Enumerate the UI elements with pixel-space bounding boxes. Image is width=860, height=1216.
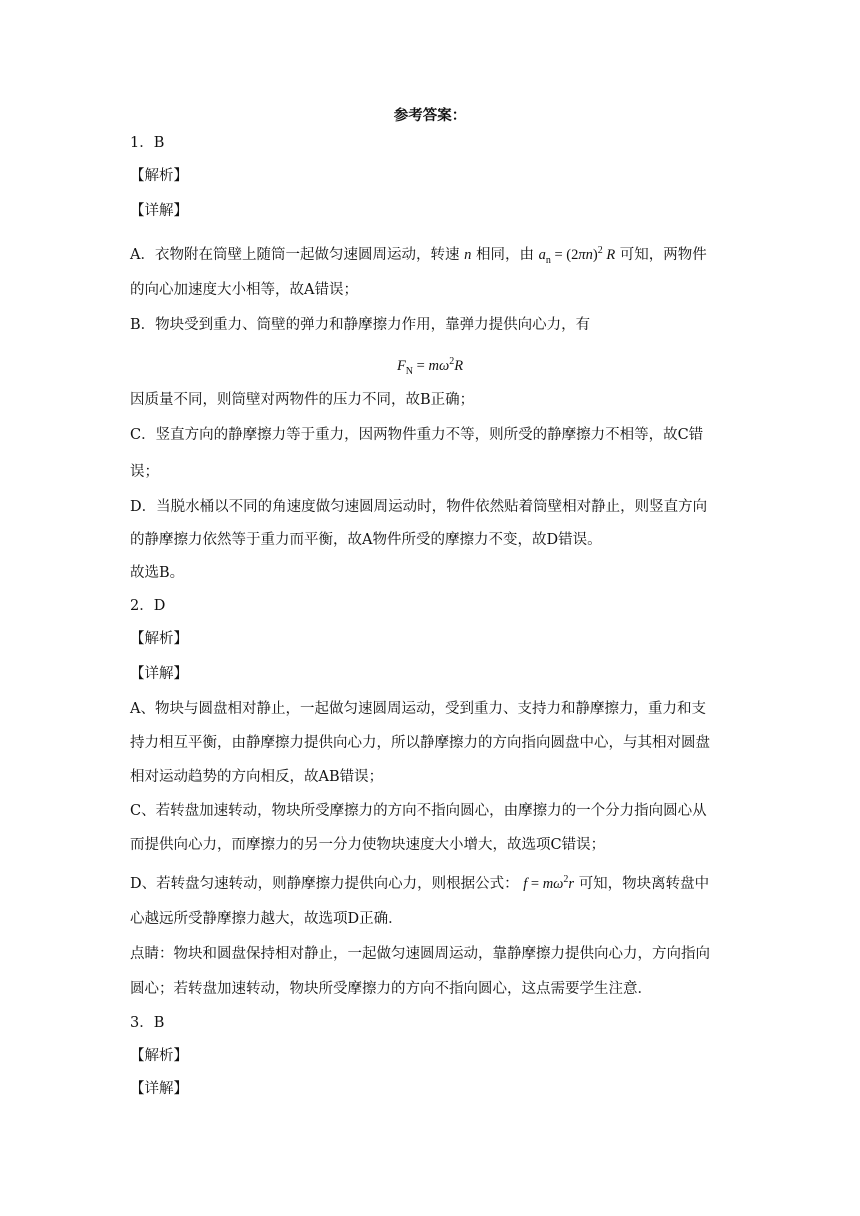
- text-line: D、若转盘匀速转动，则静摩擦力提供向心力，则根据公式： $f = m\omega^2r$ 可知，物块离转盘中: [130, 874, 710, 892]
- text-line: 故选B。: [130, 565, 185, 581]
- text-line: C．竖直方向的静摩擦力等于重力，因两物件重力不等，则所受的静摩擦力不相等，故C错: [130, 427, 704, 443]
- detail-heading: 【详解】: [130, 666, 188, 682]
- text-line: 持力相互平衡，由静摩擦力提供向心力，所以静摩擦力的方向指向圆盘中心，与其相对圆盘: [130, 735, 710, 751]
- detail-heading: 【详解】: [130, 1081, 188, 1097]
- formula-centripetal-acceleration: $a_n = (2\pi n)^2$ R: [538, 245, 616, 266]
- text-line: A、物块与圆盘相对静止，一起做匀速圆周运动，受到重力、支持力和静摩擦力，重力和支: [130, 701, 706, 717]
- text-line: 相对运动趋势的方向相反，故AB错误；: [130, 769, 384, 785]
- text-line: 的静摩擦力依然等于重力而平衡，故A物件所受的摩擦力不变，故D错误。: [130, 532, 602, 548]
- analysis-heading: 【解析】: [130, 168, 188, 184]
- detail-heading: 【详解】: [130, 203, 188, 219]
- analysis-heading: 【解析】: [130, 631, 188, 647]
- formula-static-friction: $f = m\omega^2r$: [523, 874, 575, 892]
- text-line: 而提供向心力，而摩擦力的另一分力使物块速度大小增大，故选项C错误；: [130, 837, 606, 853]
- text-line: 因质量不同，则筒壁对两物件的压力不同，故B正确；: [130, 392, 475, 408]
- text-line: 点睛：物块和圆盘保持相对静止，一起做匀速圆周运动，靠静摩擦力提供向心力，方向指向: [130, 946, 710, 962]
- answer-2: 2．D: [130, 598, 166, 614]
- text-line: 心越远所受静摩擦力越大，故选项D正确．: [130, 911, 403, 927]
- math-var: n: [464, 247, 472, 263]
- text-line: B．物块受到重力、筒壁的弹力和静摩擦力作用，靠弹力提供向心力，有: [130, 317, 591, 333]
- text-line: 圆心；若转盘加速转动，物块所受摩擦力的方向不指向圆心，这点需要学生注意．: [130, 981, 652, 997]
- answer-3: 3．B: [130, 1015, 165, 1031]
- text-line: 的向心加速度大小相等，故A错误；: [130, 282, 358, 298]
- text-line: C、若转盘加速转动，物块所受摩擦力的方向不指向圆心，由摩擦力的一个分力指向圆心从: [130, 803, 707, 819]
- text-line: 误；: [130, 464, 159, 480]
- formula-normal-force: $F_N = m\omega^2R$: [396, 356, 464, 377]
- answer-1: 1．B: [130, 135, 165, 151]
- page-title: 参考答案：: [393, 107, 467, 124]
- text-line: D．当脱水桶以不同的角速度做匀速圆周运动时，物件依然贴着筒壁相对静止，则竖直方向: [130, 499, 708, 515]
- analysis-heading: 【解析】: [130, 1048, 188, 1064]
- text-line: A．衣物附在筒壁上随筒一起做匀速圆周运动，转速 n 相同，由 $a_n = (2\pi n)^2$ R 可知，两物件: [130, 245, 707, 266]
